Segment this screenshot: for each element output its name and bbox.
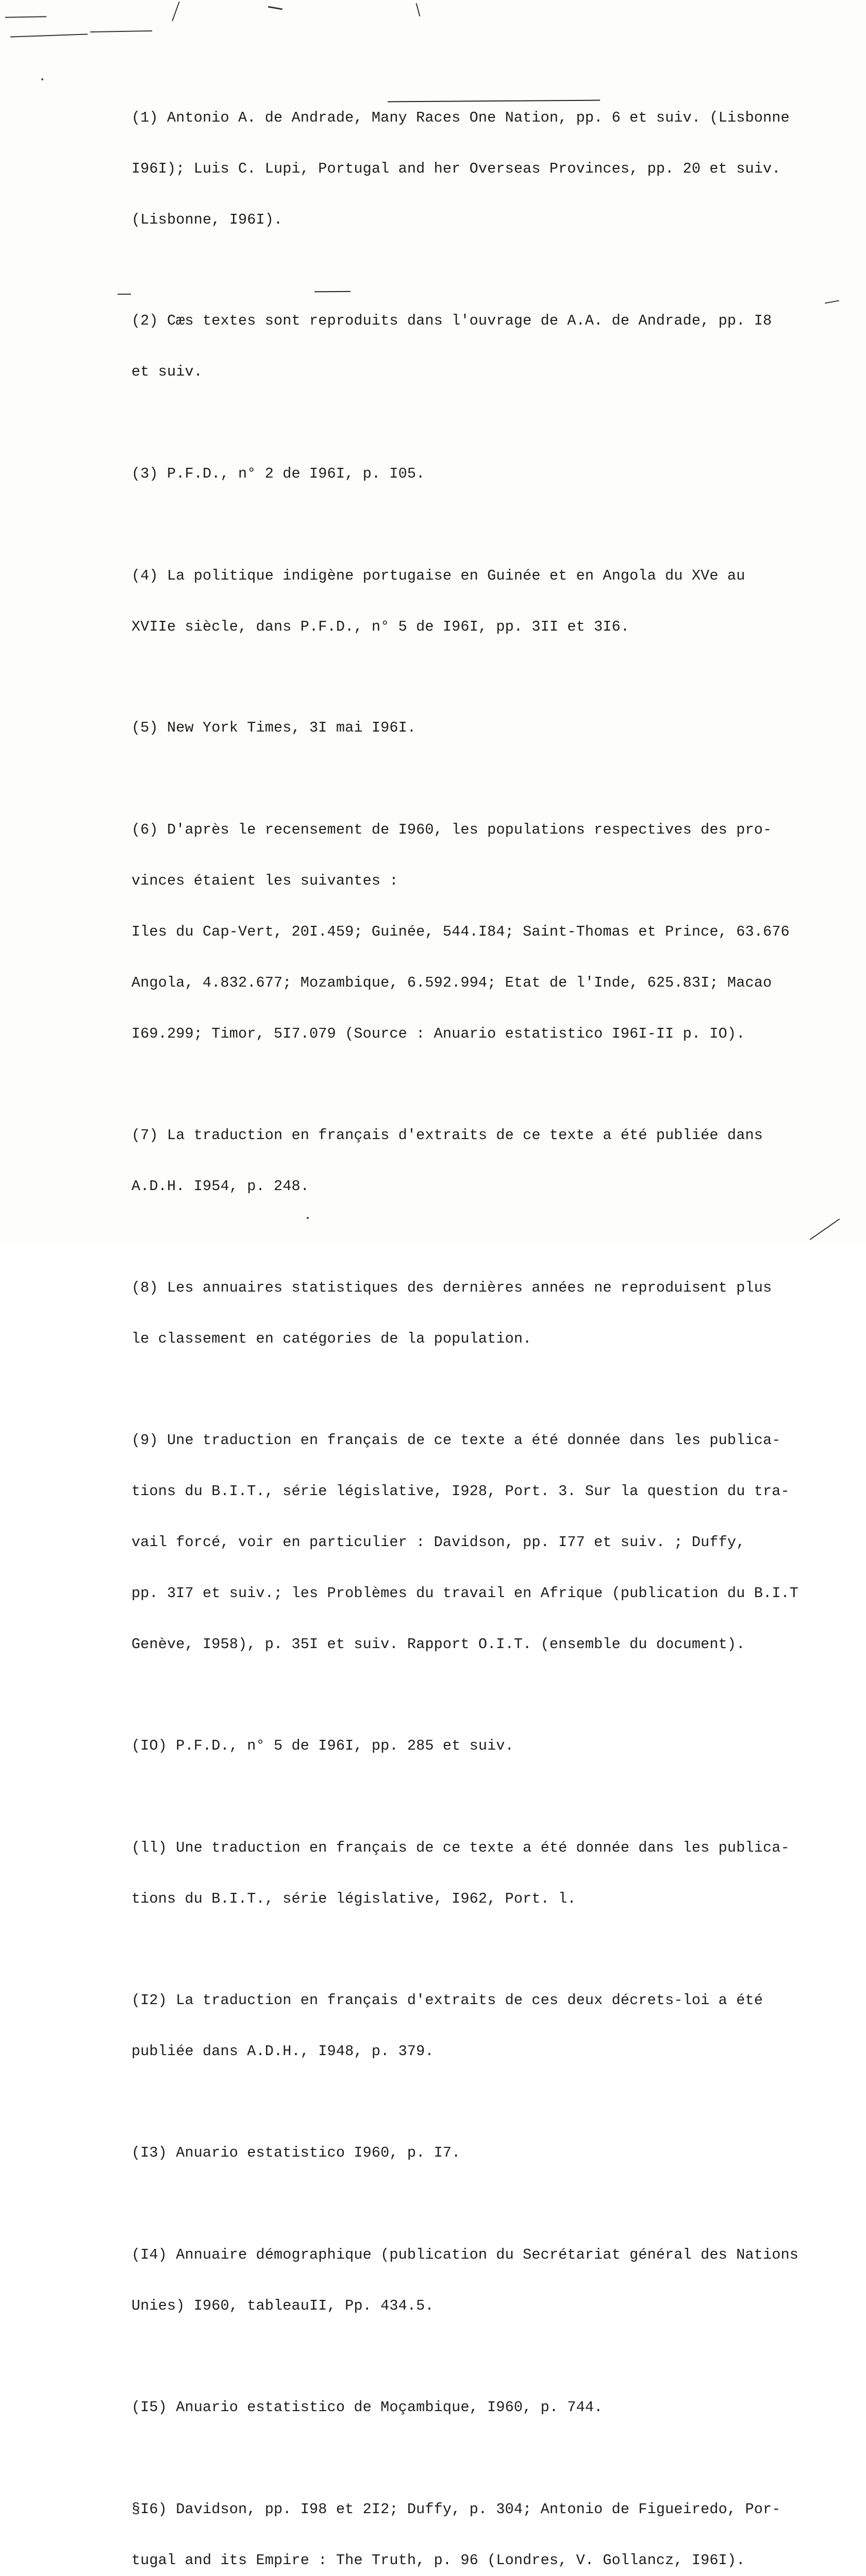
footnote xyxy=(131,2365,843,2450)
footnote-line: §I6) Davidson, pp. I98 et 2I2; Duffy, p. 304; Antonio de Figueiredo, Por- xyxy=(131,2501,781,2518)
footnote-line: (I5) Anuario estatistico de Moçambique, I960, p. 744. xyxy=(131,2399,603,2416)
footnote-line: Unies) I960, tableauII, Pp. 434.5. xyxy=(131,2297,434,2314)
footnote xyxy=(131,2110,843,2195)
footnote-line: et suiv. xyxy=(131,363,203,380)
footnote xyxy=(131,533,843,669)
footnote xyxy=(131,685,843,770)
footnote-line: pp. 3I7 et suiv.; les Problèmes du travail en Afrique (publication du B.I.T xyxy=(131,1585,798,1602)
scan-mark xyxy=(5,16,46,18)
scan-mark xyxy=(118,294,131,295)
footnote-line: I96I); Luis C. Lupi, Portugal and her Overseas Provinces, pp. 20 et suiv. xyxy=(131,160,781,177)
footnote-line: (8) Les annuaires statistiques des dernières années ne reproduisent plus xyxy=(131,1279,772,1296)
footnotes-list xyxy=(131,75,843,2576)
footnote-line: (5) New York Times, 3I mai I96I. xyxy=(131,719,417,736)
footnote xyxy=(131,1245,843,1381)
footnote-line: Angola, 4.832.677; Mozambique, 6.592.994; Etat de l'Inde, 625.83I; Macao xyxy=(131,974,772,991)
footnote xyxy=(131,431,843,516)
scan-mark xyxy=(268,6,282,10)
footnote-line: (I4) Annuaire démographique (publication du Secrétariat général des Nations xyxy=(131,2246,798,2263)
footnote-line: (I3) Anuario estatistico I960, p. I7. xyxy=(131,2144,461,2161)
scan-mark xyxy=(10,33,88,37)
footnote-line: (3) P.F.D., n° 2 de I96I, p. I05. xyxy=(131,465,425,482)
footnote-line: (9) Une traduction en français de ce texte a été donnée dans les publica- xyxy=(131,1432,781,1449)
footnote-line: tions du B.I.T., série législative, I962, Port. l. xyxy=(131,1890,576,1907)
footnote-line: vail forcé, voir en particulier : Davidson, pp. I77 et suiv. ; Duffy, xyxy=(131,1534,745,1551)
footnote-line: tugal and its Empire : The Truth, p. 96 (Londres, V. Gollancz, I96I). xyxy=(131,2552,745,2569)
scan-mark xyxy=(416,3,421,16)
footnote-line: publiée dans A.D.H., I948, p. 379. xyxy=(131,2043,434,2060)
footnote xyxy=(131,75,843,262)
footnote xyxy=(131,787,843,1076)
footnote xyxy=(131,1398,843,1687)
footnote-line: (7) La traduction en français d'extraits de ce texte a été publiée dans xyxy=(131,1127,763,1144)
footnote-line: XVIIe siècle, dans P.F.D., n° 5 de I96I, pp. 3II et 3I6. xyxy=(131,618,630,635)
footnote xyxy=(131,278,843,414)
footnote xyxy=(131,1093,843,1229)
footnote-line: (I2) La traduction en français d'extraits de ces deux décrets-loi a été xyxy=(131,1992,763,2009)
footnote xyxy=(131,2467,843,2576)
footnote-line: I69.299; Timor, 5I7.079 (Source : Anuario estatistico I96I-II p. IO). xyxy=(131,1025,745,1042)
footnote xyxy=(131,1805,843,1941)
footnote-line: (Lisbonne, I96I). xyxy=(131,211,283,228)
footnote-line: Iles du Cap-Vert, 20I.459; Guinée, 544.I84; Saint-Thomas et Prince, 63.676 xyxy=(131,923,790,940)
footnote-line: (IO) P.F.D., n° 5 de I96I, pp. 285 et suiv. xyxy=(131,1737,514,1754)
scan-mark xyxy=(172,2,180,21)
footnote-line: tions du B.I.T., série législative, I928, Port. 3. Sur la question du tra- xyxy=(131,1483,790,1500)
footnote xyxy=(131,1703,843,1788)
footnote-line: (1) Antonio A. de Andrade, Many Races One Nation, pp. 6 et suiv. (Lisbonne xyxy=(131,109,790,126)
footnote-line: le classement en catégories de la population. xyxy=(131,1330,532,1347)
footnote xyxy=(131,2212,843,2348)
footnote-line: (6) D'après le recensement de I960, les populations respectives des pro- xyxy=(131,821,772,838)
scan-mark xyxy=(90,30,152,32)
scan-speck xyxy=(41,78,43,80)
footnote xyxy=(131,1958,843,2094)
footnote-line: vinces étaient les suivantes : xyxy=(131,872,398,889)
footnote-line: (ll) Une traduction en français de ce texte a été donnée dans les publica- xyxy=(131,1839,790,1856)
footnote-line: (4) La politique indigène portugaise en Guinée et en Angola du XVe au xyxy=(131,567,745,584)
footnote-line: A.D.H. I954, p. 248. xyxy=(131,1178,310,1195)
footnote-line: (2) Cæs textes sont reproduits dans l'ouvrage de A.A. de Andrade, pp. I8 xyxy=(131,312,772,329)
footnote-line: Genève, I958), p. 35I et suiv. Rapport O.I.T. (ensemble du document). xyxy=(131,1636,745,1653)
